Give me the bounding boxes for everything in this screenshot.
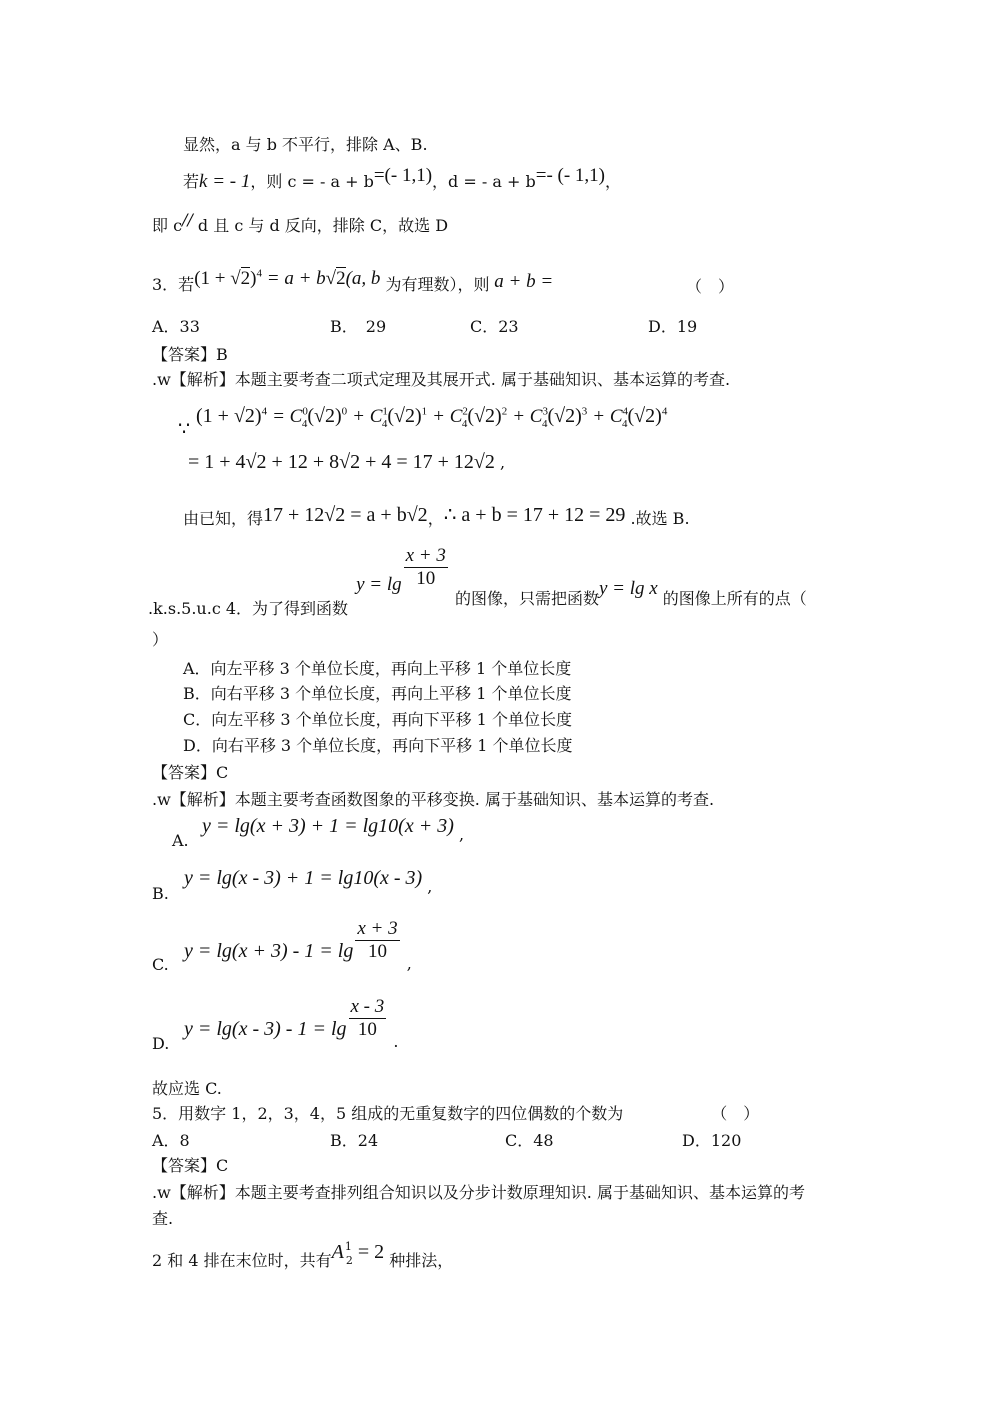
math-y-lg-x: y = lg x (598, 578, 658, 599)
text-line: 显然，a 与 b 不平行，排除 A、B. (183, 135, 428, 154)
math-y-lg: y = lg (356, 574, 402, 595)
conclusion-text: 故应选 C. (152, 1079, 222, 1098)
option-d: D．向右平移 3 个单位长度，再向下平移 1 个单位长度 (183, 736, 573, 755)
parallel-symbol: // (182, 210, 193, 229)
option-c: C．向左平移 3 个单位长度，再向下平移 1 个单位长度 (183, 710, 572, 729)
option-a: A．8 (152, 1131, 190, 1150)
option-b: B．向右平移 3 个单位长度，再向上平移 1 个单位长度 (183, 684, 572, 703)
math-k: k = - 1 (199, 171, 251, 192)
label: C. (152, 955, 169, 974)
text: ，则 c = - a + b (250, 172, 374, 191)
math-line: y = lg(x + 3) - 1 = lg $\frac{x + 3}{10}$ , (184, 918, 412, 973)
text-line (152, 210, 449, 236)
option-a: A．33 (152, 317, 200, 336)
question-5: 5．用数字 1，2，3，4，5 组成的无重复数字的四位偶数的个数为 （ ） (152, 1104, 760, 1123)
math-line: 2 和 4 排在末位时，共有$A^1_2 = 2$ 种排法， (152, 1239, 454, 1270)
text: 为有理数），则 (380, 275, 490, 294)
label: D. (152, 1034, 170, 1053)
math-vector-c: =(- 1,1) (373, 165, 433, 186)
math-line: = 1 + 4√2 + 12 + 8√2 + 4 = 17 + 12√2 , (188, 451, 506, 473)
option-a: A．向左平移 3 个单位长度，再向上平移 1 个单位长度 (183, 659, 572, 678)
math-expr: $(1 + √2)^4 = a + b√2(a$, b (194, 267, 381, 289)
math-fraction: $\frac{x + 3}{10}$ (405, 545, 446, 589)
math-line: y = lg(x + 3) + 1 = lg10(x + 3) , (202, 815, 465, 844)
option-b: B． 29 (330, 317, 387, 336)
math-line: y = lg(x - 3) + 1 = lg10(x - 3) , (184, 867, 433, 896)
analysis-text: .w【解析】本题主要考查函数图象的平移变换. 属于基础知识、基本运算的考查. (152, 790, 715, 809)
math-line: 由已知，得17 + 12√2 = a + b√2，∴ a + b = 17 + 12 = 29 .故选 B. (183, 504, 690, 528)
text-line (183, 165, 622, 192)
analysis-text: .w【解析】本题主要考查排列组合知识以及分步计数原理知识. 属于基础知识、基本运算的考 (152, 1183, 805, 1202)
question-3 (152, 267, 554, 295)
question-4: .k.s.5.u.c 4．为了得到函数y = lg $\frac{x + 3}{10}$ 的图像，只需把函数y = lg x 的图像上所有的点（ (148, 545, 807, 618)
text: 若 (183, 172, 200, 191)
label: B. (152, 884, 169, 903)
answer-blank: （ ） (686, 277, 735, 296)
text: d 且 c 与 d 反向，排除 C，故选 D (192, 216, 449, 235)
text: ， (605, 172, 622, 191)
option-b: B．24 (330, 1131, 379, 1150)
analysis-text: 查. (152, 1209, 174, 1228)
math-fraction: $\frac{x - 3}{10}$ (350, 996, 385, 1040)
option-d: D．120 (682, 1131, 742, 1150)
option-c: C．23 (470, 317, 519, 336)
option-c: C．48 (505, 1131, 554, 1150)
math-vector-d: =- (- 1,1) (535, 165, 606, 186)
option-d: D．19 (648, 317, 698, 336)
analysis-text: .w【解析】本题主要考查二项式定理及其展开式. 属于基础知识、基本运算的考查. (152, 370, 731, 389)
text: ） (152, 630, 169, 649)
text: 即 c (152, 216, 183, 235)
answer-label: 【答案】B (152, 345, 228, 364)
text: ，d = - a + b (432, 172, 536, 191)
math-line: y = lg(x - 3) - 1 = lg $\frac{x - 3}{10}$ . (184, 996, 399, 1051)
math-a-plus-b: a + b = (489, 271, 554, 292)
answer-label: 【答案】C (152, 1156, 229, 1175)
label: A. (172, 831, 189, 850)
question-number: 3．若 (152, 275, 195, 294)
math-fraction: $\frac{x + 3}{10}$ (357, 918, 398, 962)
answer-label: 【答案】C (152, 763, 229, 782)
